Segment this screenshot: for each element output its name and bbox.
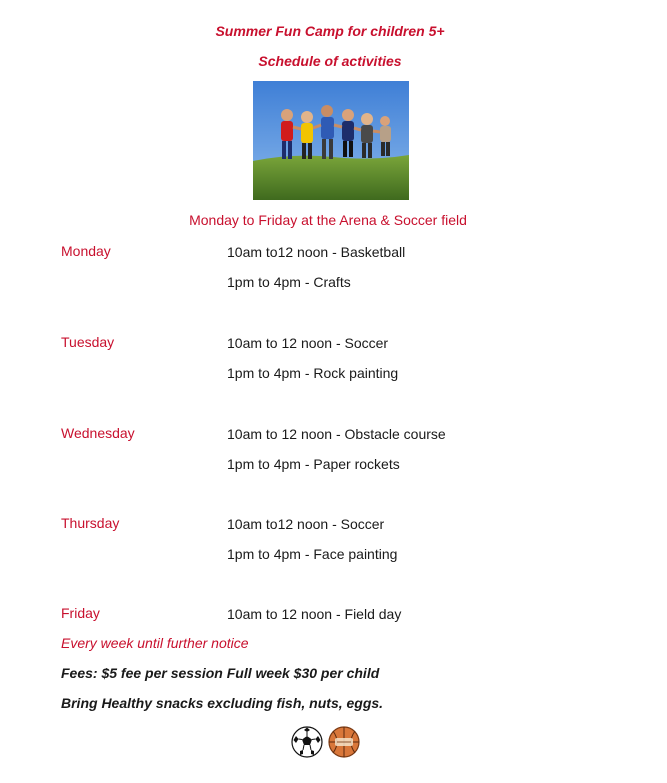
activity-monday-afternoon: 1pm to 4pm - Crafts <box>227 274 351 290</box>
activity-thursday-afternoon: 1pm to 4pm - Face painting <box>227 546 398 562</box>
activity-tuesday-afternoon: 1pm to 4pm - Rock painting <box>227 365 399 381</box>
fees-note: Fees: $5 fee per session Full week $30 per child <box>61 665 380 681</box>
activity-friday-morning: 10am to 12 noon - Field day <box>227 606 402 622</box>
activity-thursday-morning: 10am to12 noon - Soccer <box>227 516 385 532</box>
day-friday: Friday <box>61 605 100 621</box>
sports-balls <box>291 724 363 760</box>
basketball-icon <box>329 727 359 757</box>
activity-wednesday-morning: 10am to 12 noon - Obstacle course <box>227 426 446 442</box>
frequency-note: Every week until further notice <box>61 635 249 651</box>
day-thursday: Thursday <box>61 515 120 531</box>
page-subtitle: Schedule of activities <box>258 53 402 69</box>
activity-monday-morning: 10am to12 noon - Basketball <box>227 244 406 260</box>
activity-tuesday-morning: 10am to 12 noon - Soccer <box>227 335 389 351</box>
day-tuesday: Tuesday <box>61 334 115 350</box>
activity-wednesday-afternoon: 1pm to 4pm - Paper rockets <box>227 456 400 472</box>
children-playing-photo <box>253 81 409 200</box>
day-wednesday: Wednesday <box>61 425 135 441</box>
day-monday: Monday <box>61 243 111 259</box>
snacks-note: Bring Healthy snacks excluding fish, nuts, eggs. <box>61 695 384 711</box>
soccer-ball-icon <box>292 727 322 757</box>
location-text: Monday to Friday at the Arena & Soccer field <box>189 212 467 228</box>
page-title: Summer Fun Camp for children 5+ <box>215 23 445 39</box>
